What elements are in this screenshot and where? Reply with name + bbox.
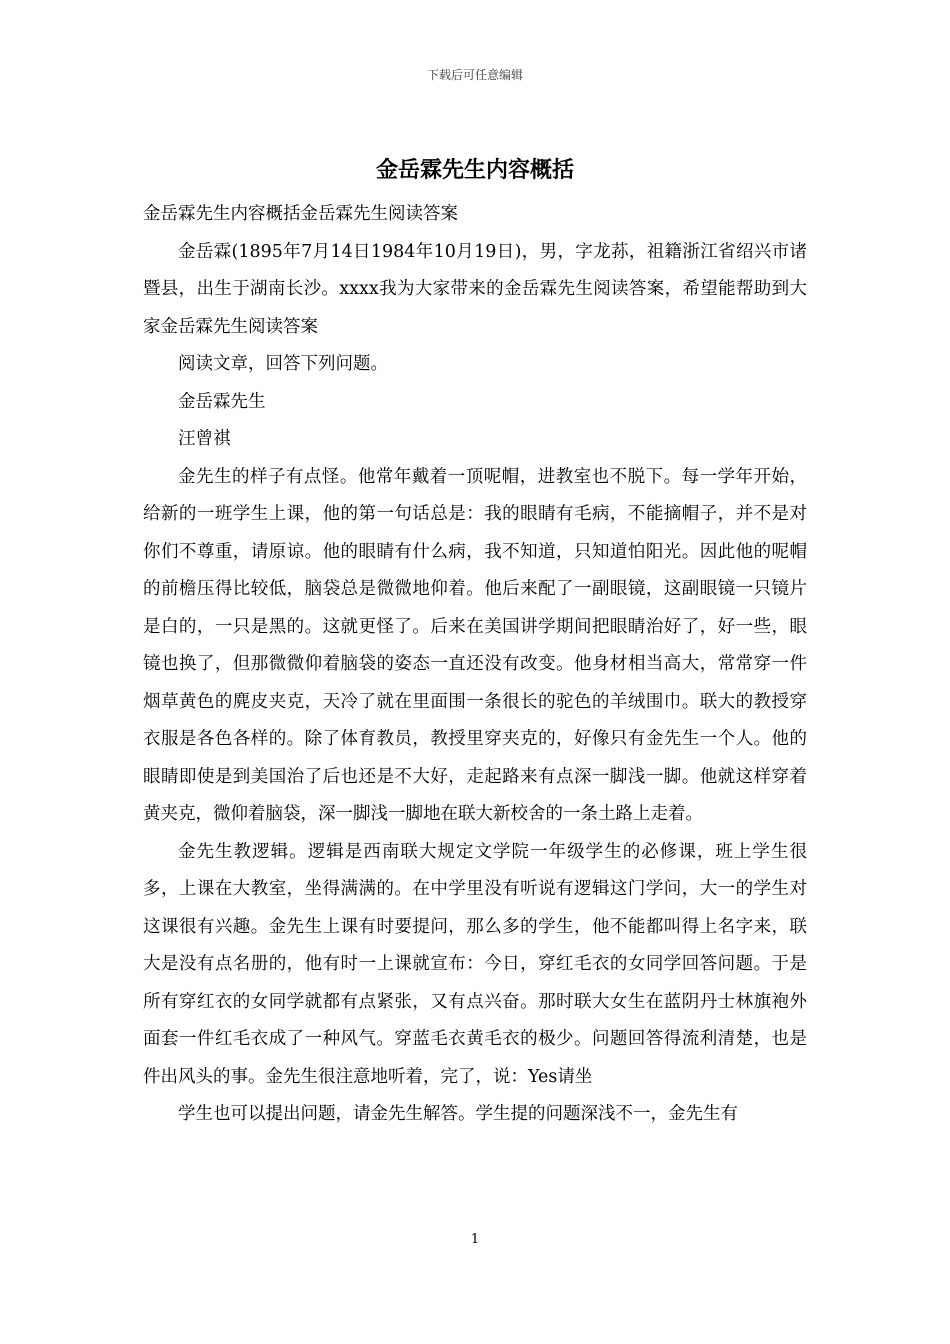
article-author: 汪曾祺 [178,429,231,449]
page-number: 1 [470,1232,480,1247]
intro-paragraph: 金岳霖(1895年7月14日1984年10月19日)，男，字龙荪，祖籍浙江省绍兴市诸暨县，出生于湖南长沙。xxxx我为大家带来的金岳霖先生阅读答案，希望能帮助到大家金岳霖先生阅读答案 [143,241,807,337]
article-title: 金岳霖先生 [178,391,266,412]
body-paragraph: 金先生的样子有点怪。他常年戴着一顶呢帽，进教室也不脱下。每一学年开始，给新的一班学生上课，他的第一句话总是：我的眼睛有毛病，不能摘帽子，并不是对你们不尊重，请原谅。他的眼睛有什么病，我不知道，只知道怕阳光。因此他的呢帽的前檐压得比较低，脑袋总是微微地仰着。他后来配了一副眼镜，这副眼镜一只镜片是白的，一只是黑的。这就更怪了。后来在美国讲学期间把眼睛治好了，好一些，眼镜也换了，但那微微仰着脑袋的姿态一直还没有改变。他身材相当高大，常常穿一件烟草黄色的麂皮夹克，天冷了就在里面围一条很长的驼色的羊绒围巾。联大的教授穿衣服是各色各样的。除了体育教员，教授里穿夹克的，好像只有金先生一个人。他的眼睛即使是到美国治了后也还是不大好，走起路来有点深一脚浅一脚。他就这样穿着黄夹克，微仰着脑袋，深一脚浅一脚地在联大新校舍的一条土路上走着。 [143,466,807,824]
body-paragraph: 学生也可以提出问题，请金先生解答。学生提的问题深浅不一，金先生有 [178,1104,738,1124]
instruction-paragraph: 阅读文章，回答下列问题。 [178,354,388,374]
page-header: 下载后可任意编辑 [426,68,523,82]
document-body [143,196,807,1134]
subtitle-line: 金岳霖先生内容概括金岳霖先生阅读答案 [143,204,458,224]
body-paragraph: 金先生教逻辑。逻辑是西南联大规定文学院一年级学生的必修课，班上学生很多，上课在大教室，坐得满满的。在中学里没有听说有逻辑这门学问，大一的学生对这课很有兴趣。金先生上课有时要提问，那么多的学生，他不能都叫得上名字来，联大是没有点名册的，他有时一上课就宣布：今日，穿红毛衣的女同学回答问题。于是所有穿红衣的女同学就都有点紧张，又有点兴奋。那时联大女生在蓝阴丹士林旗袍外面套一件红毛衣成了一种风气。穿蓝毛衣黄毛衣的极少。问题回答得流利清楚，也是件出风头的事。金先生很注意地听着，完了，说：Yes请坐 [143,841,807,1087]
document-title: 金岳霖先生内容概括 [375,157,574,183]
